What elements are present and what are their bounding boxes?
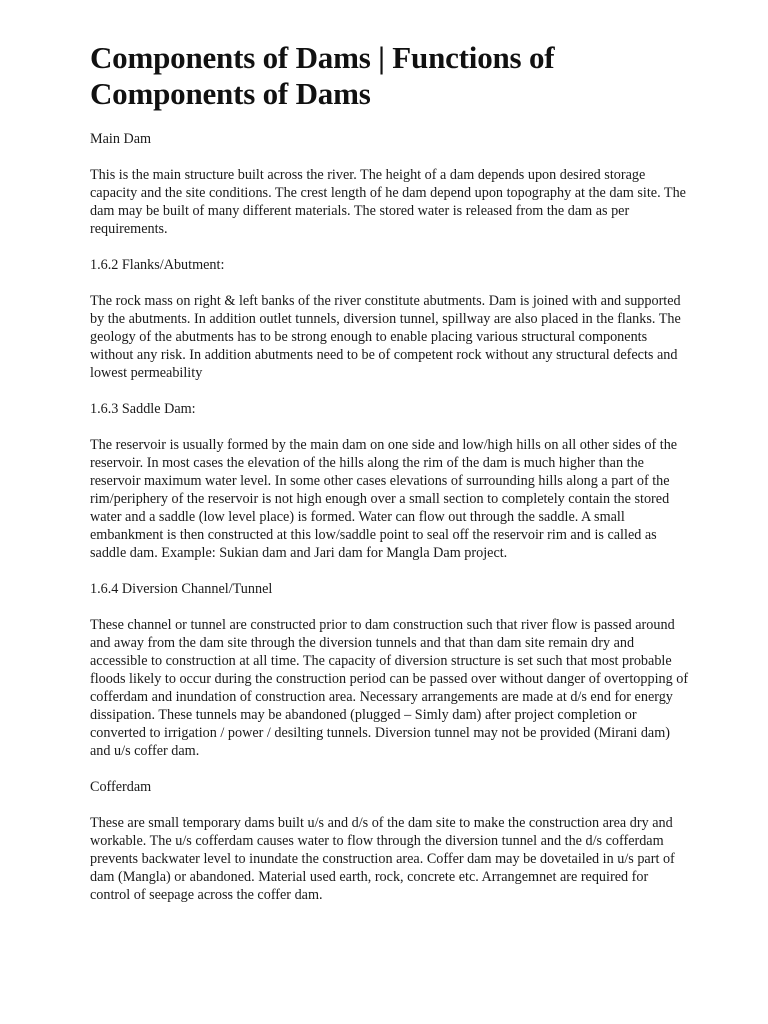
section-paragraph: This is the main structure built across the river. The height of a dam depends upon desired storage capacity and the site conditions. The crest length of he dam depend upon topography at the dam site. The dam may be built of many different materials. The stored water is released from the dam as per requirements. bbox=[90, 167, 686, 237]
page-title: Components of Dams | Functions of Components of Dams bbox=[90, 40, 555, 111]
section-saddle-dam bbox=[90, 400, 690, 562]
section-flanks-abutment bbox=[90, 256, 690, 382]
section-diversion-channel bbox=[90, 580, 690, 760]
section-paragraph: The reservoir is usually formed by the main dam on one side and low/high hills on all other sides of the reservoir. In most cases the elevation of the hills along the rim of the dam is much higher than the reservoir maximum water level. In some other cases elevations of surrounding hills along a part of the rim/periphery of the reservoir is not high enough over a small section to completely contain the stored water and a saddle (low level place) is formed. Water can flow out through the saddle. A small embankment is then constructed at this low/saddle point to seal off the reservoir rim and is called as saddle dam. Example: Sukian dam and Jari dam for Mangla Dam project. bbox=[90, 437, 678, 561]
section-paragraph: These channel or tunnel are constructed prior to dam construction such that river flow is passed around and away from the dam site through the diversion tunnels and that than dam site remain dry and accessible to construction at all time. The capacity of diversion structure is set such that most probable floods likely to occur during the construction period can be passed over without danger of overtopping of cofferdam and inundation of construction area. Necessary arrangements are made at d/s end for energy dissipation. These tunnels may be abandoned (plugged – Simly dam) after project completion or converted to irrigation / power / desilting tunnels. Diversion tunnel may not be provided (Mirani dam) and u/s coffer dam. bbox=[90, 617, 689, 759]
section-heading: 1.6.2 Flanks/Abutment: bbox=[90, 257, 225, 273]
section-paragraph: The rock mass on right & left banks of the river constitute abutments. Dam is joined with and supported by the abutments. In addition outlet tunnels, diversion tunnel, spillway are also placed in the flanks. The geology of the abutments has to be strong enough to enable placing various structural components without any risk. In addition abutments need to be of competent rock without any structural defects and lowest permeability bbox=[90, 293, 681, 381]
section-heading: 1.6.3 Saddle Dam: bbox=[90, 401, 196, 417]
section-cofferdam bbox=[90, 778, 690, 904]
section-main-dam bbox=[90, 130, 690, 238]
section-heading: 1.6.4 Diversion Channel/Tunnel bbox=[90, 581, 273, 597]
section-heading: Cofferdam bbox=[90, 779, 152, 795]
section-heading: Main Dam bbox=[90, 131, 152, 147]
document-page bbox=[90, 40, 690, 922]
section-paragraph: These are small temporary dams built u/s and d/s of the dam site to make the construction area dry and workable. The u/s cofferdam causes water to flow through the diversion tunnel and the d/s cofferdam prevents backwater level to inundate the construction area. Coffer dam may be dovetailed in u/s part of dam (Mangla) or abandoned. Material used earth, rock, concrete etc. Arrangemnet are required for control of seepage across the coffer dam. bbox=[90, 815, 675, 903]
